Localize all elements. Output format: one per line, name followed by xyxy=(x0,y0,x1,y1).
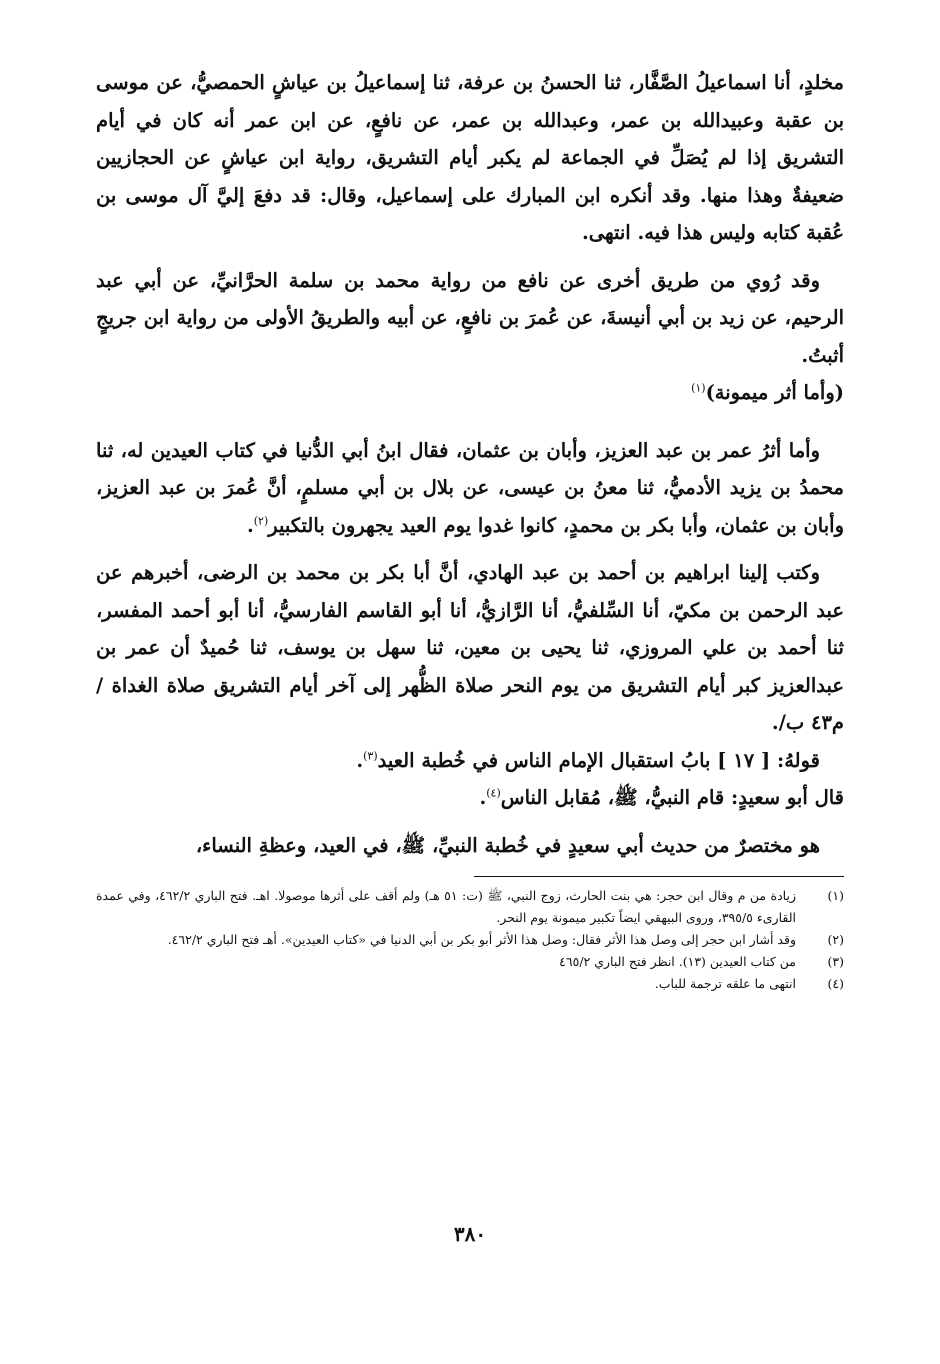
hadith-quote xyxy=(96,779,844,817)
footnote-number: (٢) xyxy=(827,932,844,947)
paragraph-4: وكتب إلينا ابراهيم بن أحمد بن عبد الهادي، أنَّ أبا بكر بن محمد بن الرضى، أخبرهم عن عبد الرحمن بن مكيّ، أنا السِّلفيُّ، أنا الرَّازيُّ، أنا أبو القاسم الفارسيُّ، أنا أبو أحمد المفسر، ثنا أحمد بن علي المروزي، ثنا يحيى بن معين، ثنا سهل بن يوسف، ثنا حُميدٌ أن عمر بن عبدالعزيز كبر أيام التشريق من يوم النحر صلاة الظُّهر إلى آخر أيام التشريق صلاة الغداة /م٤٣ ب/. xyxy=(96,561,844,734)
section-heading-text: (وأما أثر ميمونة) xyxy=(705,381,844,404)
footnote-number: (١) xyxy=(827,888,844,903)
hadith-quote-tail: . xyxy=(479,786,487,809)
footnote-1 xyxy=(96,885,844,929)
paragraph-3-tail: . xyxy=(246,513,254,537)
footnote-number: (٣) xyxy=(827,954,844,969)
paragraph-3 xyxy=(96,432,844,545)
paragraph-2: وقد رُوي من طريق أخرى عن نافع من رواية محمد بن سلمة الحرَّانيِّ، عن أبي عبد الرحيم، عن زيد بن أبي أنيسةَ، عن عُمرَ بن نافعٍ، عن أبيه والطريقُ الأولى من رواية ابن جريجٍ أثبتُ. xyxy=(96,268,844,367)
footnote-3 xyxy=(96,951,844,973)
footnote-text: وقد أشار ابن حجر إلى وصل هذا الأثر فقال: وصل هذا الأثر أبو بكر بن أبي الدنيا في «كتاب العيدين». أهـ فتح الباري ٤٦٢/٢. xyxy=(167,932,796,947)
chapter-heading xyxy=(96,742,844,780)
footnote-divider xyxy=(474,876,844,877)
page-content xyxy=(96,64,844,995)
footnote-text: زيادة من م وقال ابن حجر: هي بنت الحارث، زوج النبي، ﷺ (ت: ٥١ هـ) ولم أقف على أثرها موصولا. اهـ. فتح الباري ٤٦٢/٢، وفي عمدة القارىء ٣٩٥/٥، وروى البيهقي ايضاً تكبير ميمونة يوم النحر. xyxy=(96,888,796,925)
footnote-ref-4: (٤) xyxy=(486,786,501,800)
footnote-4 xyxy=(96,973,844,995)
section-heading-maymuna xyxy=(96,374,844,412)
footnote-ref-1: (١) xyxy=(691,381,706,395)
footnote-text: انتهى ما علقه ترجمة للباب. xyxy=(654,976,796,991)
paragraph-3-text: وأما أثرُ عمر بن عبد العزيز، وأبان بن عثمان، فقال ابنُ أبي الدُّنيا في كتاب العيدين له، ثنا محمدُ بن يزيد الأدميُّ، ثنا معنُ بن عيسى، عن بلال بن أبي مسلمٍ، أنَّ عُمرَ بن عبد العزيز، وأبان بن عثمان، وأبا بكر بن محمدٍ، كانوا غدوا يوم العيد يجهرون بالتكبير xyxy=(96,438,844,537)
footnote-text: من كتاب العيدين (١٣). انظر فتح الباري ٤٦٥/٢ xyxy=(559,954,796,969)
footnote-ref-2: (٢) xyxy=(253,514,269,527)
footnotes xyxy=(96,885,844,995)
hadith-quote-text: قال أبو سعيدٍ: قام النبيُّ، ﷺ، مُقابل الناس xyxy=(500,786,844,809)
page-number: ٣٨٠ xyxy=(453,1222,487,1246)
footnote-number: (٤) xyxy=(827,976,844,991)
footnote-ref-3: (٣) xyxy=(363,749,378,762)
chapter-heading-tail: . xyxy=(356,748,364,772)
chapter-heading-text: قولهُ: [ ١٧ ] بابُ استقبال الإمام الناس في خُطبة العيد xyxy=(377,748,820,772)
footnote-2 xyxy=(96,929,844,951)
paragraph-1: مخلدٍ، أنا اسماعيلُ الصَّفَّار، ثنا الحسنُ بن عرفة، ثنا إسماعيلُ بن عياشٍ الحمصيُّ، عن موسى بن عقبة وعبيدالله بن عمر، وعبدالله بن عمر، عن نافعٍ، عن ابن عمر أنه كان في أيام التشريق إذا لم يُصَلِّ في الجماعة لم يكبر أيام التشريق، رواية ابن عياشٍ عن الحجازيين ضعيفةٌ وهذا منها. وقد أنكره ابن المبارك على إسماعيل، وقال: قد دفعَ إليَّ آل موسى بن عُقبة كتابه وليس هذا فيه. انتهى. xyxy=(96,71,844,244)
paragraph-5: هو مختصرٌ من حديث أبي سعيدٍ في خُطبة النبيِّ، ﷺ، في العيد، وعظةِ النساء، xyxy=(195,833,820,857)
main-text xyxy=(96,64,844,864)
